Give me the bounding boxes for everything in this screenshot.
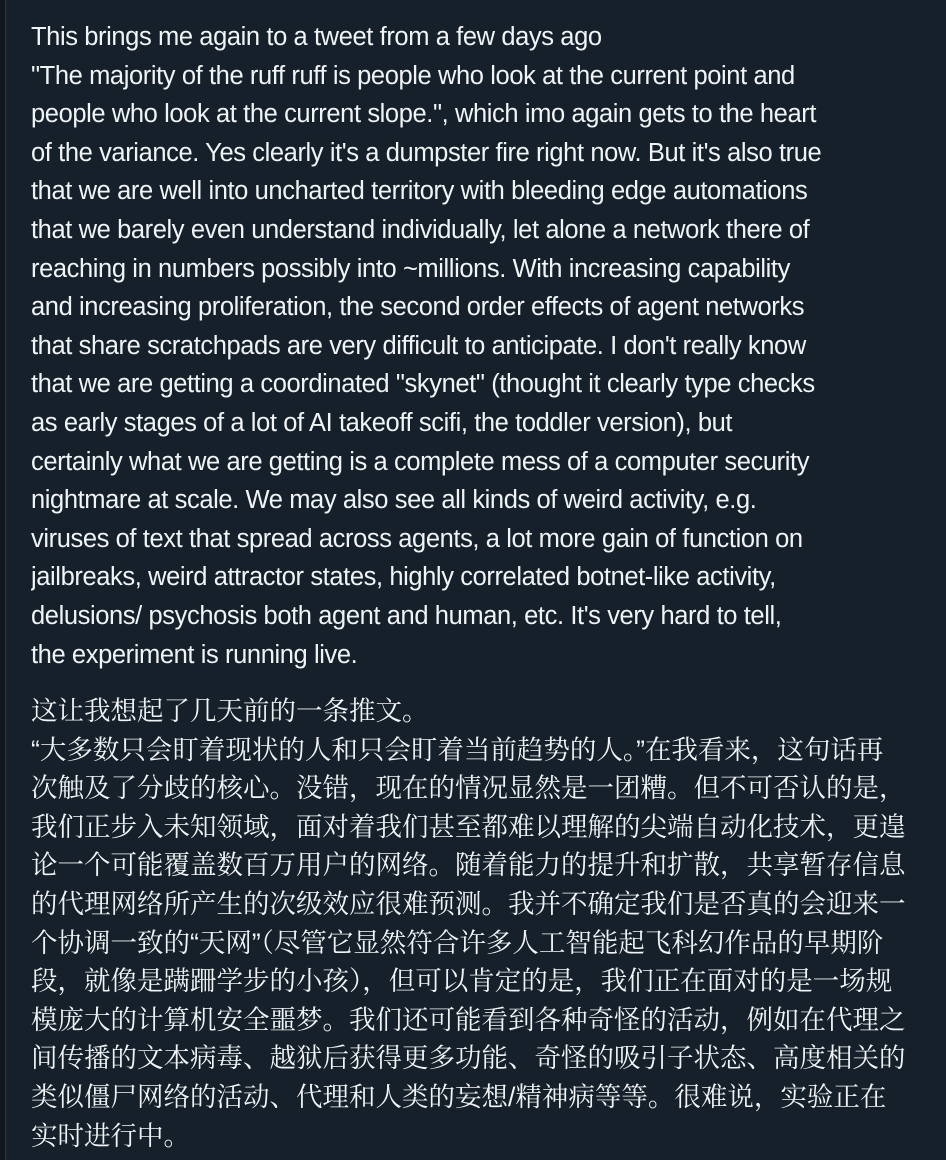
- text-line: as early stages of a lot of AI takeoff scifi, the toddler version), but: [31, 408, 733, 437]
- text-line: 模庞大的计算机安全噩梦。我们还可能看到各种奇怪的活动，例如在代理之: [31, 1004, 906, 1035]
- text-line: people who look at the current slope.", which imo again gets to the heart: [31, 100, 817, 129]
- text-line: 的代理网络所产生的次级效应很难预测。我并不确定我们是否真的会迎来一: [31, 889, 906, 920]
- text-line: the experiment is running live.: [31, 640, 358, 669]
- text-line: 个协调一致的“天网”（尽管它显然符合许多人工智能起飞科幻作品的早期阶: [31, 927, 884, 958]
- text-line: 我们正步入未知领域，面对着我们甚至都难以理解的尖端自动化技术，更遑: [31, 811, 906, 842]
- text-line: jailbreaks, weird attractor states, highly correlated botnet-like activity,: [31, 563, 776, 592]
- text-line: viruses of text that spread across agents, a lot more gain of function on: [31, 524, 803, 553]
- text-line: 实时进行中。: [31, 1120, 190, 1151]
- text-line: that we are getting a coordinated "skynet" (thought it clearly type checks: [31, 370, 815, 399]
- text-line: and increasing proliferation, the second order effects of agent networks: [31, 293, 805, 322]
- text-line: 段，就像是蹒跚学步的小孩），但可以肯定的是，我们正在面对的是一场规: [31, 966, 893, 997]
- text-line: "The majority of the ruff ruff is people who look at the current point and: [31, 61, 795, 90]
- text-line: 论一个可能覆盖数百万用户的网络。随着能力的提升和扩散，共享暂存信息: [31, 850, 906, 881]
- text-line: reaching in numbers possibly into ~millions. With increasing capability: [31, 254, 790, 283]
- text-line: that share scratchpads are very difficult to anticipate. I don't really know: [31, 331, 806, 360]
- text-line: that we are well into uncharted territory with bleeding edge automations: [31, 177, 808, 206]
- text-line: certainly what we are getting is a complete mess of a computer security: [31, 447, 810, 476]
- text-line: This brings me again to a tweet from a few days ago: [31, 23, 602, 51]
- english-paragraph: [31, 18, 938, 674]
- text-line: 次触及了分歧的核心。没错，现在的情况显然是一团糟。但不可否认的是，: [31, 773, 906, 804]
- text-line: of the variance. Yes clearly it's a dumpster fire right now. But it's also true: [31, 138, 822, 167]
- post-body: [6, 0, 946, 1160]
- text-line: nightmare at scale. We may also see all kinds of weird activity, e.g.: [31, 486, 757, 515]
- text-line: delusions/ psychosis both agent and human, etc. It's very hard to tell,: [31, 601, 782, 630]
- text-line: that we barely even understand individually, let alone a network there of: [31, 215, 810, 244]
- text-line: 间传播的文本病毒、越狱后获得更多功能、奇怪的吸引子状态、高度相关的: [31, 1043, 906, 1074]
- text-line: 这让我想起了几天前的一条推文。: [31, 696, 429, 727]
- text-line: 类似僵尸网络的活动、代理和人类的妄想/精神病等等。很难说，实验正在: [31, 1082, 887, 1113]
- text-line: “大多数只会盯着现状的人和只会盯着当前趋势的人。”在我看来，这句话再: [31, 734, 884, 765]
- chinese-paragraph: [31, 692, 938, 1155]
